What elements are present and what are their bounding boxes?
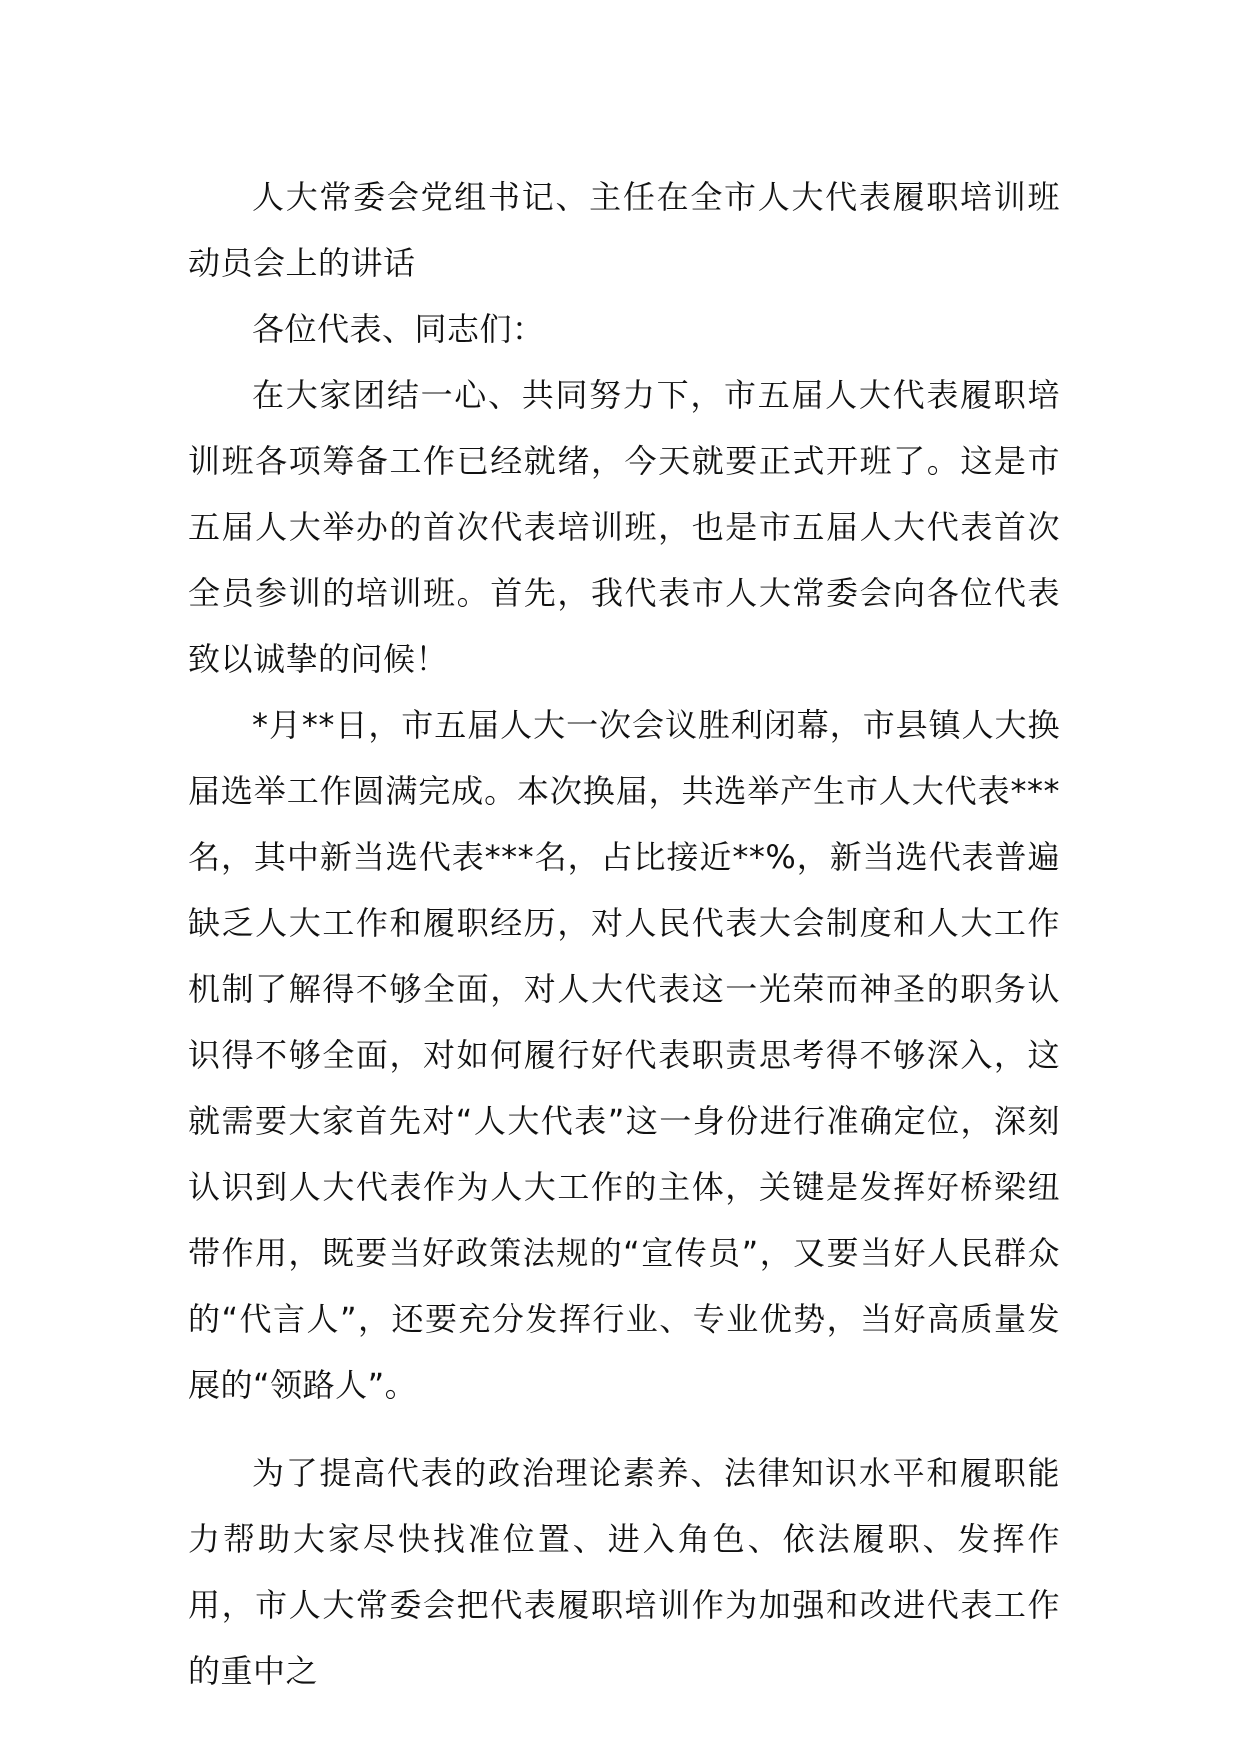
salutation: 各位代表、同志们： (252, 310, 545, 348)
paragraph-3: 为了提高代表的政治理论素养、法律知识水平和履职能力帮助大家尽快找准位置、进入角色、依法履职、发挥作用，市人大常委会把代表履职培训作为加强和改进代表工作的重中之 (188, 1454, 1060, 1690)
document-page (188, 164, 1060, 1704)
paragraph-2: *月**日，市五届人大一次会议胜利闭幕，市县镇人大换届选举工作圆满完成。本次换届，共选举产生市人大代表***名，其中新当选代表***名，占比接近**%，新当选代表普遍缺乏人大工作和履职经历，对人民代表大会制度和人大工作机制了解得不够全面，对人大代表这一光荣而神圣的职务认识得不够全面，对如何履行好代表职责思考得不够深入，这就需要大家首先对“人大代表”这一身份进行准确定位，深刻认识到人大代表作为人大工作的主体，关键是发挥好桥梁纽带作用，既要当好政策法规的“宣传员”，又要当好人民群众的“代言人”，还要充分发挥行业、专业优势，当好高质量发展的“领路人”。 (188, 706, 1060, 1404)
paragraph-1: 在大家团结一心、共同努力下，市五届人大代表履职培训班各项筹备工作已经就绪，今天就要正式开班了。这是市五届人大举办的首次代表培训班，也是市五届人大代表首次全员参训的培训班。首先，我代表市人大常委会向各位代表致以诚挚的问候！ (188, 376, 1060, 678)
document-title: 人大常委会党组书记、主任在全市人大代表履职培训班动员会上的讲话 (188, 178, 1060, 282)
